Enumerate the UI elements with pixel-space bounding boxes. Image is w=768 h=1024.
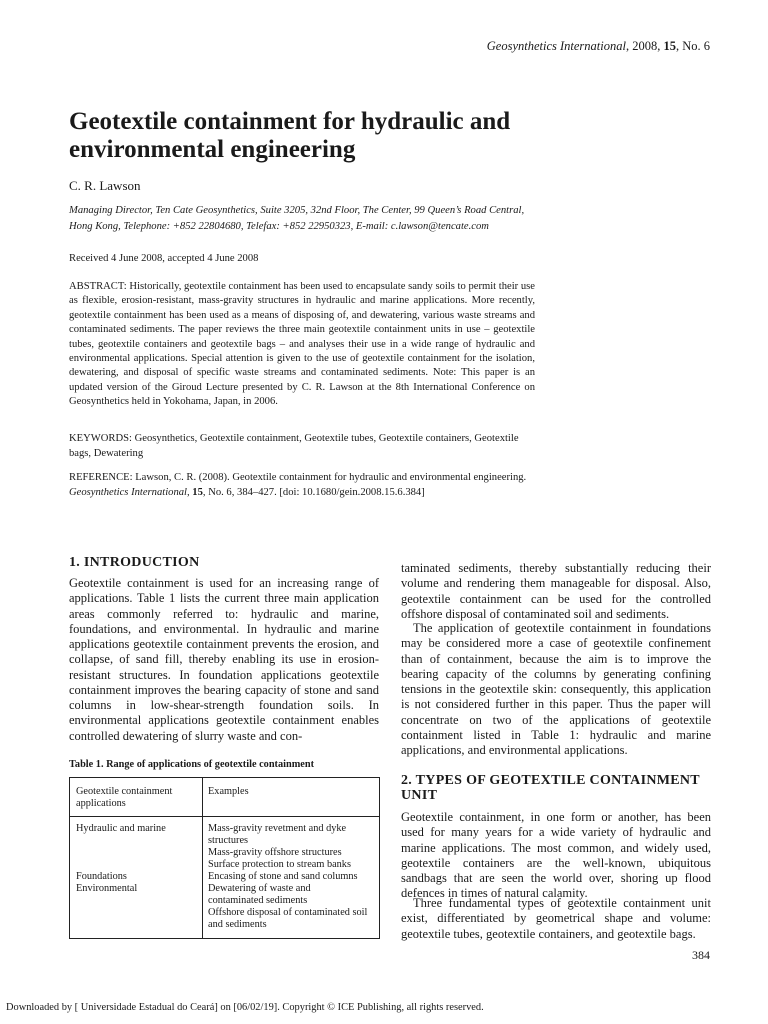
table-cell-example: Offshore disposal of contaminated soil and sediments bbox=[208, 907, 368, 930]
page-number: 384 bbox=[692, 948, 710, 962]
paper-title: Geotextile containment for hydraulic and environmental engineering bbox=[69, 108, 511, 163]
author-name: C. R. Lawson bbox=[69, 178, 141, 193]
abstract: ABSTRACT: Historically, geotextile containment has been used to encapsulate sandy soils to permit their use as flexible, erosion-resistant, mass-gravity structures in hydraulic and marine applications. More recently, geotextile containment has been used as a means of disposing of, and dewatering, various waste streams and contaminated sediments. The paper reviews the three main geotextile containment units in use – geotextile tubes, geotextile containers and geotextile bags – and analyses their use in a wide range of hydraulic and environmental applications. Special attention is given to the use of geotextile containment for the isolation, dewatering, and disposal of specific waste streams and contaminated sediments. Note: This paper is an updated version of the Giroud Lecture presented by C. R. Lawson at the 8th International Conference on Geosynthetics held in Yokohama, Japan, in 2006. bbox=[69, 281, 535, 408]
intro-paragraph-2: The application of geotextile containment in foundations may be considered more a case of geotextile confinement than of containment, because the aim is to improve the bearing capacity of the columns by generating confining tensions in the geotextile skin: consequently, this application is not considered further in this paper. Thus the paper will concentrate on two of the applications of geotextile containment listed in Table 1: hydraulic and marine applications, and environmental applications. bbox=[401, 621, 711, 757]
table-caption: Table 1. Range of applications of geotextile containment bbox=[69, 759, 315, 770]
reference-prefix: REFERENCE: Lawson, C. R. (2008). Geotextile containment for hydraulic and environmental engineering. bbox=[69, 472, 527, 483]
journal-volume: 15 bbox=[663, 39, 676, 53]
download-footer: Downloaded by [ Universidade Estadual do Ceará] on [06/02/19]. Copyright © ICE Publishing, all rights reserved. bbox=[6, 1002, 484, 1013]
section-heading-introduction: 1. INTRODUCTION bbox=[69, 555, 200, 570]
applications-table bbox=[69, 777, 380, 939]
table-header-applications: Geotextile containment applications bbox=[76, 786, 173, 809]
reference-journal: Geosynthetics International, bbox=[69, 487, 190, 498]
journal-header bbox=[487, 39, 710, 54]
reference-volume: 15 bbox=[192, 487, 203, 498]
table-cell-application: Hydraulic and marine bbox=[76, 823, 166, 834]
author-affiliation: Managing Director, Ten Cate Geosynthetics, Suite 3205, 32nd Floor, The Center, 99 Queen’s Road Central, Hong Kong, Telephone: +852 22804680, Telefax: +852 22950323, E-mail: c.lawson@tencate.com bbox=[69, 205, 525, 232]
reference bbox=[69, 470, 535, 500]
journal-name: Geosynthetics International bbox=[486, 39, 626, 53]
reference-suffix: , No. 6, 384–427. [doi: 10.1680/gein.2008.15.6.384] bbox=[202, 487, 425, 498]
journal-issue: , No. 6 bbox=[675, 39, 710, 53]
table-cell-example: Mass-gravity offshore structures bbox=[208, 847, 342, 858]
table-cell-example: Dewatering of waste and contaminated sediments bbox=[208, 883, 311, 906]
journal-year: , 2008, bbox=[625, 39, 664, 53]
keywords: KEYWORDS: Geosynthetics, Geotextile containment, Geotextile tubes, Geotextile containers, Geotextile bags, Dewatering bbox=[69, 433, 519, 459]
table-column-divider bbox=[202, 778, 203, 938]
received-date: Received 4 June 2008, accepted 4 June 2008 bbox=[69, 253, 259, 264]
table-cell-application: Foundations bbox=[76, 871, 127, 882]
table-cell-example: Surface protection to stream banks bbox=[208, 859, 351, 870]
table-cell-example: Encasing of stone and sand columns bbox=[208, 871, 358, 882]
table-header-divider bbox=[70, 816, 379, 817]
table-header-examples: Examples bbox=[208, 786, 249, 797]
table-cell-example: Mass-gravity revetment and dyke structures bbox=[208, 823, 347, 846]
intro-paragraph-1-continued: taminated sediments, thereby substantially reducing their volume and rendering them manageable for disposal. Also, geotextile containment can be used for the controlled offshore disposal of contaminated soil and sediments. bbox=[401, 561, 711, 621]
table-cell-application: Environmental bbox=[76, 883, 138, 894]
types-paragraph-2: Three fundamental types of geotextile containment unit exist, differentiated by geometrical shape and volume: geotextile tubes, geotextile containers, and geotextile bags. bbox=[401, 896, 711, 941]
intro-paragraph-1: Geotextile containment is used for an increasing range of applications. Table 1 lists the current three main application areas commonly referred to: hydraulic and marine, foundations, and environmental. In hydraulic and marine applications geotextile containment prevents the erosion, and collapse, of sand fill, thereby enabling its use in erosion-resistant structures. In foundation applications geotextile containment improves the bearing capacity of stone and sand columns in low-shear-strength foundation soils. In environmental applications geotextile containment enables controlled dewatering of slurry waste and con- bbox=[69, 576, 379, 743]
section-heading-types: 2. TYPES OF GEOTEXTILE CONTAINMENT UNIT bbox=[401, 773, 700, 803]
types-paragraph-1: Geotextile containment, in one form or another, has been used for many years for a wide variety of hydraulic and marine applications. The most common, and widely used, geotextile containers are the well-known, ubiquitous sandbags that are seen the world over, shoring up flood defences in times of natural calamity. bbox=[401, 810, 711, 901]
